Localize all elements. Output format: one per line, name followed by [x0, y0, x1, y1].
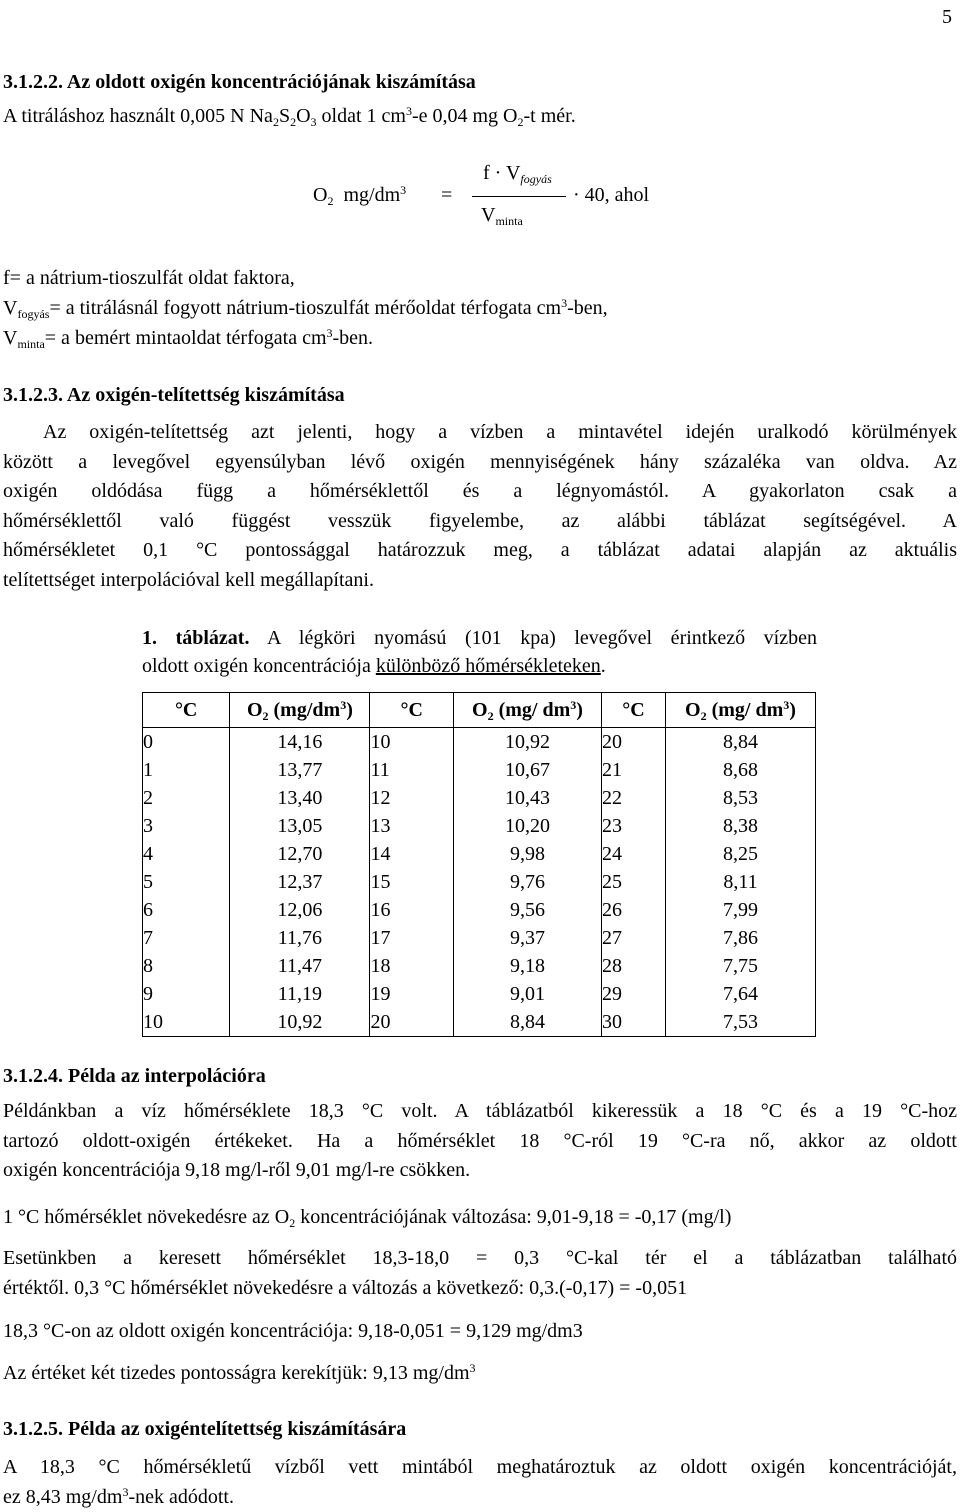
paragraph-line: ez 8,43 $mg/dm^3$-nek adódott.	[3, 1483, 957, 1512]
oxygen-value-cell: 10,67	[453, 756, 601, 784]
paragraph-line: hőmérsékletet 0,1 °C pontossággal határozzuk meg, a táblázat adatai alapján az aktuális	[3, 536, 957, 566]
table-row	[143, 1008, 816, 1037]
interpolation-paragraph	[3, 1097, 957, 1186]
paragraph-line: telítettséget interpolációval kell megállapítani.	[3, 566, 957, 596]
oxygen-solubility-table	[142, 692, 816, 1037]
table-row	[143, 756, 816, 784]
table-row	[143, 896, 816, 924]
oxygen-value-cell: 10,92	[453, 728, 601, 757]
temperature-cell: 8	[143, 952, 230, 980]
table-row	[143, 728, 816, 757]
temperature-cell: 9	[143, 980, 230, 1008]
formula-rhs: · 40, ahol	[573, 184, 649, 207]
temperature-cell: 0	[143, 728, 230, 757]
oxygen-value-cell: 9,37	[453, 924, 601, 952]
table-row	[143, 784, 816, 812]
saturation-example-paragraph	[3, 1453, 957, 1512]
oxygen-value-cell: 11,19	[230, 980, 370, 1008]
temperature-cell: 23	[602, 812, 666, 840]
oxygen-value-cell: 8,84	[665, 728, 815, 757]
paragraph-line: között a levegővel egyensúlyban lévő oxigén mennyiségének hány százaléka van oldva. Az	[3, 448, 957, 478]
temperature-cell: 28	[602, 952, 666, 980]
temperature-cell: 25	[602, 868, 666, 896]
oxygen-value-cell: 10,43	[453, 784, 601, 812]
temperature-cell: 10	[143, 1008, 230, 1037]
oxygen-value-cell: 8,68	[665, 756, 815, 784]
table-row	[143, 812, 816, 840]
temperature-cell: 15	[370, 868, 453, 896]
paragraph-line: hőmérséklettől való függést vesszük figyelembe, az alábbi táblázat segítségével. A	[3, 507, 957, 537]
fraction-bar	[472, 196, 566, 197]
oxygen-value-cell: 8,25	[665, 840, 815, 868]
temperature-cell: 30	[602, 1008, 666, 1037]
definition-v-minta: $V_{minta}= a$ bemért mintaoldat térfogata $cm^3$-ben.	[3, 327, 373, 350]
header-temp: °C	[143, 693, 230, 728]
formula-lhs: $O_2$ $mg/dm^3$	[313, 184, 406, 207]
temperature-cell: 6	[143, 896, 230, 924]
temperature-cell: 3	[143, 812, 230, 840]
temperature-cell: 17	[370, 924, 453, 952]
temperature-cell: 21	[602, 756, 666, 784]
temperature-cell: 10	[370, 728, 453, 757]
oxygen-value-cell: 8,11	[665, 868, 815, 896]
temperature-cell: 20	[370, 1008, 453, 1037]
formula-numerator: $f \cdot V_{fogyás}$	[483, 162, 552, 185]
oxygen-value-cell: 13,05	[230, 812, 370, 840]
temperature-cell: 13	[370, 812, 453, 840]
table-row	[143, 924, 816, 952]
table-header-row	[143, 693, 816, 728]
temperature-cell: 4	[143, 840, 230, 868]
temperature-cell: 12	[370, 784, 453, 812]
definition-v-fogyas: $V_{fogyás}= a$ titrálásnál fogyott nátrium-tioszulfát mérőoldat térfogata $cm^3$-ben,	[3, 297, 608, 320]
oxygen-value-cell: 10,20	[453, 812, 601, 840]
temperature-cell: 29	[602, 980, 666, 1008]
temperature-cell: 14	[370, 840, 453, 868]
oxygen-value-cell: 9,18	[453, 952, 601, 980]
paragraph-line: A 18,3 °C hőmérsékletű vízből vett mintából meghatároztuk az oldott oxigén koncentrációját,	[3, 1453, 957, 1483]
table-row	[143, 952, 816, 980]
table-body	[143, 728, 816, 1037]
temperature-cell: 26	[602, 896, 666, 924]
temperature-cell: 7	[143, 924, 230, 952]
oxygen-value-cell: 9,56	[453, 896, 601, 924]
temperature-cell: 2	[143, 784, 230, 812]
oxygen-value-cell: 7,53	[665, 1008, 815, 1037]
table-row	[143, 980, 816, 1008]
paragraph-line: értéktől. 0,3 °C hőmérséklet növekedésre a változás a következő: 0,3.(-0,17) = -0,051	[3, 1274, 957, 1304]
table-row	[143, 840, 816, 868]
oxygen-value-cell: 7,86	[665, 924, 815, 952]
difference-paragraph	[3, 1244, 957, 1303]
table-caption: 1. táblázat. A légköri nyomású (101 kpa) levegővel érintkező vízben oldott oxigén koncentrációja különböző hőmérsékleteken.	[142, 624, 817, 680]
header-temp: °C	[370, 693, 453, 728]
temperature-cell: 27	[602, 924, 666, 952]
oxygen-value-cell: 8,84	[453, 1008, 601, 1037]
paragraph-line: Az oxigén-telítettség azt jelenti, hogy a vízben a mintavétel idején uralkodó körülmények	[3, 418, 957, 448]
section-heading-3-1-2-3: 3.1.2.3. Az oxigén-telítettség kiszámítása	[3, 384, 345, 407]
oxygen-value-cell: 12,70	[230, 840, 370, 868]
temperature-cell: 5	[143, 868, 230, 896]
oxygen-value-cell: 7,75	[665, 952, 815, 980]
formula-denominator: $V_{minta}$	[481, 204, 523, 227]
oxygen-value-cell: 13,77	[230, 756, 370, 784]
header-temp: °C	[602, 693, 666, 728]
section-heading-3-1-2-5: 3.1.2.5. Példa az oxigéntelítettség kiszámítására	[3, 1418, 406, 1441]
paragraph-line: Példánkban a víz hőmérséklete 18,3 °C volt. A táblázatból kikeressük a 18 °C és a 19 °C-hoz	[3, 1097, 957, 1127]
oxygen-value-cell: 9,76	[453, 868, 601, 896]
oxygen-value-cell: 10,92	[230, 1008, 370, 1037]
concentration-result: 18,3 °C-on az oldott oxigén koncentrációja: 9,18-0,051 = 9,129 mg/dm3	[3, 1320, 583, 1343]
paragraph-line: oxigén oldódása függ a hőmérséklettől és a légnyomástól. A gyakorlaton csak a	[3, 477, 957, 507]
table-row	[143, 868, 816, 896]
titration-intro: A titráláshoz használt 0,005 N $Na_2S_2O_3$ oldat 1 $cm^3-e$ 0,04 mg $O_2-t$ mér.	[3, 105, 576, 128]
oxygen-value-cell: 12,06	[230, 896, 370, 924]
section-heading-3-1-2-2: 3.1.2.2. Az oldott oxigén koncentrációjának kiszámítása	[3, 71, 476, 94]
oxygen-value-cell: 7,99	[665, 896, 815, 924]
temperature-cell: 1	[143, 756, 230, 784]
paragraph-line: oxigén koncentrációja 9,18 mg/l-ről 9,01 mg/l-re csökken.	[3, 1156, 957, 1186]
header-o2: $O_2$ (mg/ $dm^3$)	[665, 693, 815, 728]
oxygen-value-cell: 12,37	[230, 868, 370, 896]
temperature-cell: 22	[602, 784, 666, 812]
oxygen-formula	[313, 160, 693, 240]
oxygen-value-cell: 11,76	[230, 924, 370, 952]
oxygen-value-cell: 13,40	[230, 784, 370, 812]
oxygen-value-cell: 7,64	[665, 980, 815, 1008]
oxygen-value-cell: 9,01	[453, 980, 601, 1008]
oxygen-value-cell: 8,53	[665, 784, 815, 812]
oxygen-value-cell: 9,98	[453, 840, 601, 868]
saturation-paragraph	[3, 418, 957, 595]
temperature-cell: 19	[370, 980, 453, 1008]
change-per-degree: 1 °C hőmérséklet növekedésre az $O_2$ koncentrációjának változása: 9,01-9,18 = -0,17 (mg/l)	[3, 1206, 731, 1229]
rounding-result: Az értéket két tizedes pontosságra kerekítjük: 9,13 $mg/dm^3$	[3, 1362, 476, 1385]
oxygen-value-cell: 11,47	[230, 952, 370, 980]
header-o2: $O_2$ $(mg/dm^3)$	[230, 693, 370, 728]
formula-equals: =	[441, 184, 452, 207]
temperature-cell: 18	[370, 952, 453, 980]
temperature-cell: 11	[370, 756, 453, 784]
oxygen-value-cell: 8,38	[665, 812, 815, 840]
paragraph-line: tartozó oldott-oxigén értékeket. Ha a hőmérséklet 18 °C-ról 19 °C-ra nő, akkor az oldott	[3, 1127, 957, 1157]
definition-f: f= a nátrium-tioszulfát oldat faktora,	[3, 267, 295, 290]
oxygen-value-cell: 14,16	[230, 728, 370, 757]
temperature-cell: 24	[602, 840, 666, 868]
temperature-cell: 16	[370, 896, 453, 924]
paragraph-line: Esetünkben a keresett hőmérséklet 18,3-18,0 = 0,3 °C-kal tér el a táblázatban található	[3, 1244, 957, 1274]
section-heading-3-1-2-4: 3.1.2.4. Példa az interpolációra	[3, 1065, 266, 1088]
temperature-cell: 20	[602, 728, 666, 757]
page-number: 5	[942, 6, 952, 29]
header-o2: $O_2$ (mg/ $dm^3$)	[453, 693, 601, 728]
